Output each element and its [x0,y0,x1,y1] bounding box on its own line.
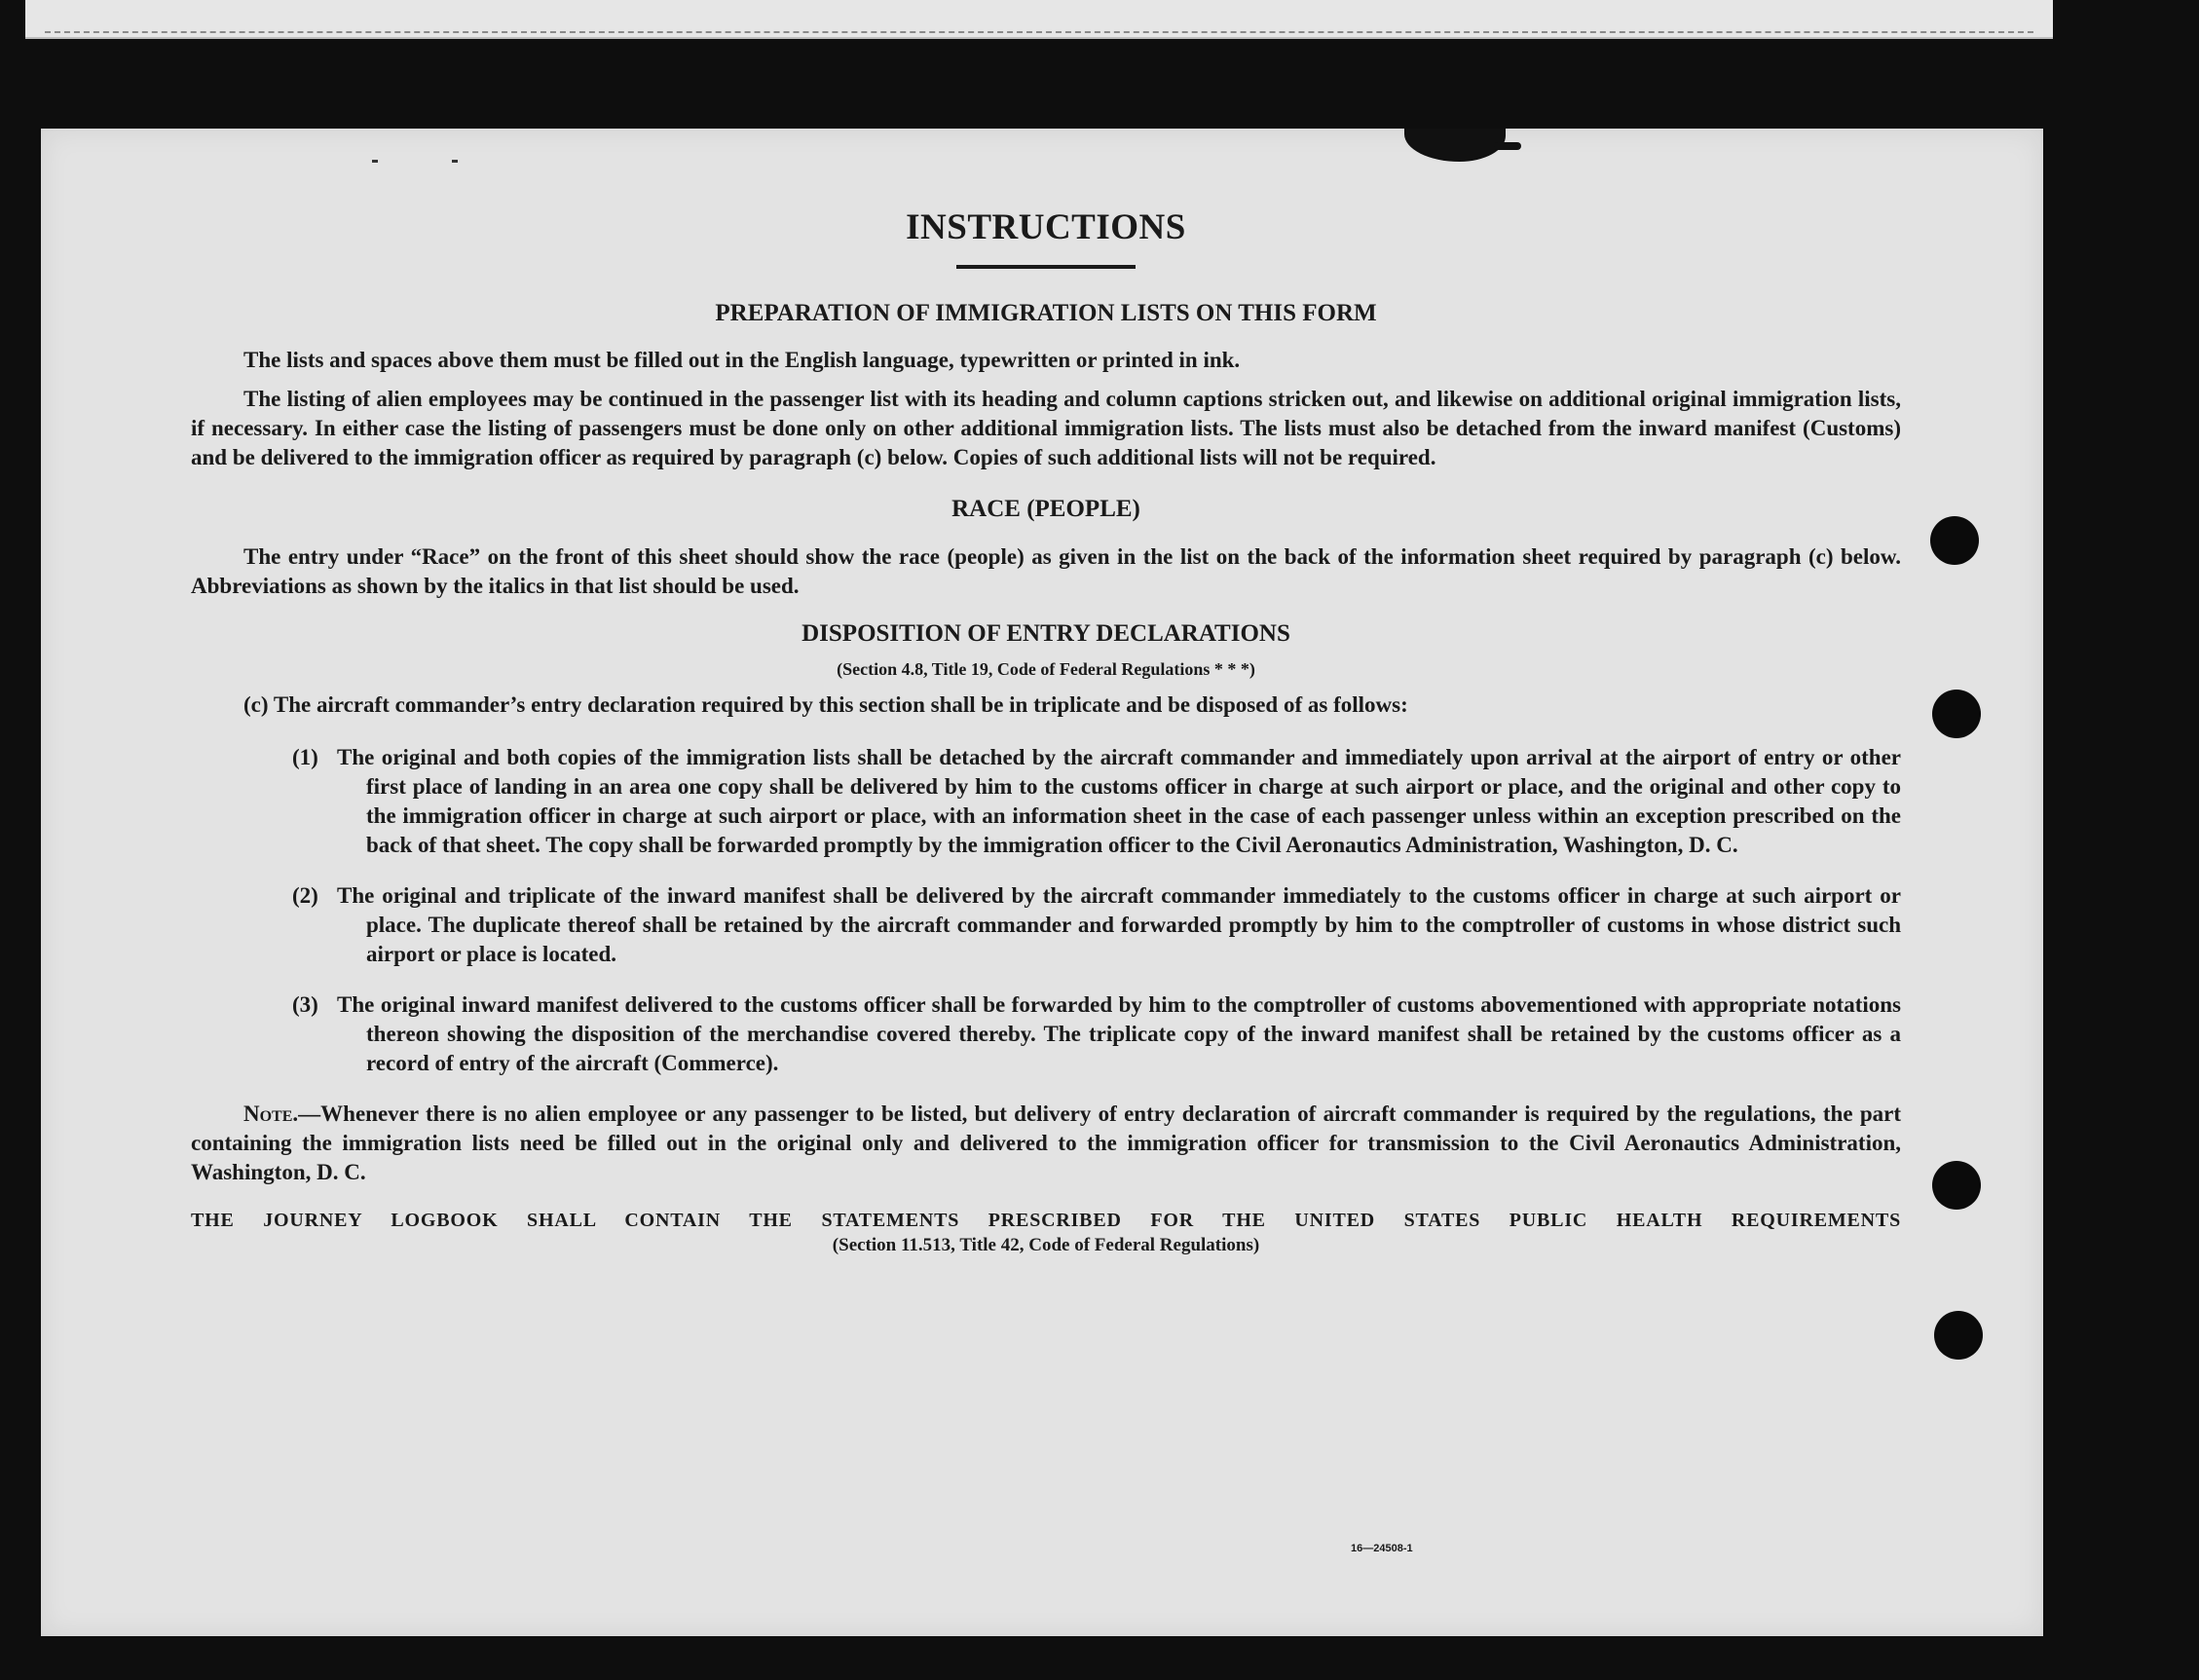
list-item-number: (3) [292,992,318,1018]
paper-specks [372,160,508,164]
disposition-subheading: (Section 4.8, Title 19, Code of Federal Regulations * * *) [837,658,1255,679]
list-item-number: (2) [292,883,318,909]
journey-logbook-statement: THE JOURNEY LOGBOOK SHALL CONTAIN THE STATEMENTS PRESCRIBED FOR THE UNITED STATES PUBLIC HEALTH REQUIREMENTS [191,1210,1901,1232]
list-item [292,881,1901,969]
disposition-intro: (c) The aircraft commander’s entry declaration required by this section shall be in triplicate and be disposed of as follows: [243,692,1408,718]
disposition-heading: DISPOSITION OF ENTRY DECLARATIONS [801,620,1290,648]
note-text: —Whenever there is no alien employee or any passenger to be listed, but delivery of entry declaration of aircraft commander is required by the regulations, the part containing the immigration lists need be filled out in the original only and delivered to the immigration officer for transmission to the Civil Aeronautics Administration, Washington, D. C. [191,1101,1901,1185]
race-paragraph: The entry under “Race” on the front of this sheet should show the race (people) as given in the list on the back of the information sheet required by paragraph (c) below. Abbreviations as shown by the italics in that list should be used. [191,544,1901,599]
race-heading: RACE (PEOPLE) [951,495,1140,522]
binder-hole [1930,516,1979,565]
preparation-paragraph-1: The lists and spaces above them must be filled out in the English language, typewritten or printed in ink. [243,347,1241,372]
note-paragraph [191,1100,1901,1187]
paper-speck [452,160,458,163]
form-number: 16—24508-1 [1351,1543,1413,1554]
list-item-text: The original and triplicate of the inward manifest shall be delivered by the aircraft commander immediately to the customs officer in charge at such airport or place. The duplicate thereof shall be retained by the aircraft commander and forwarded promptly by him to the comptroller of customs in whose district such airport or place is located. [337,883,1901,967]
list-item-text: The original and both copies of the immigration lists shall be detached by the aircraft commander and immediately upon arrival at the airport of entry or other first place of landing in an area one copy shall be delivered by him to the customs officer in charge at such airport or place, and the original and other copy to the immigration officer in charge at such airport or place, with an information sheet in the case of each passenger unless within an exception prescribed on the back of that sheet. The copy shall be forwarded promptly by the immigration officer to the Civil Aeronautics Administration, Washington, D. C. [337,745,1901,858]
title-underline [956,265,1136,269]
list-item [292,743,1901,860]
paper-speck [372,160,378,163]
binder-hole [1932,1161,1981,1210]
document-page [41,129,2043,1636]
list-item-number: (1) [292,745,318,770]
preparation-paragraph-2: The listing of alien employees may be continued in the passenger list with its heading and column captions stricken out, and likewise on additional original immigration lists, if necessary. In either case the listing of passengers must be done only on other additional immigration lists. The lists must also be detached from the inward manifest (Customs) and be delivered to the immigration officer as required by paragraph (c) below. Copies of such additional lists will not be required. [191,386,1901,469]
ink-blot [1404,129,1506,162]
previous-page-strip [25,0,2053,39]
list-item-text: The original inward manifest delivered to the customs officer shall be forwarded by him to the comptroller of customs abovementioned with appropriate notations thereon showing the disposition of the merchandise covered thereby. The triplicate copy of the inward manifest shall be retained by the customs officer as a record of entry of the aircraft (Commerce). [337,992,1901,1076]
note-label: Note. [243,1101,299,1127]
instructions-content [191,206,1901,1257]
binder-hole [1934,1311,1983,1360]
journey-logbook-citation: (Section 11.513, Title 42, Code of Federal Regulations) [832,1235,1260,1256]
preparation-heading: PREPARATION OF IMMIGRATION LISTS ON THIS FORM [715,300,1377,327]
list-item [292,990,1901,1078]
page-title: INSTRUCTIONS [906,207,1186,247]
binder-hole [1932,690,1981,738]
